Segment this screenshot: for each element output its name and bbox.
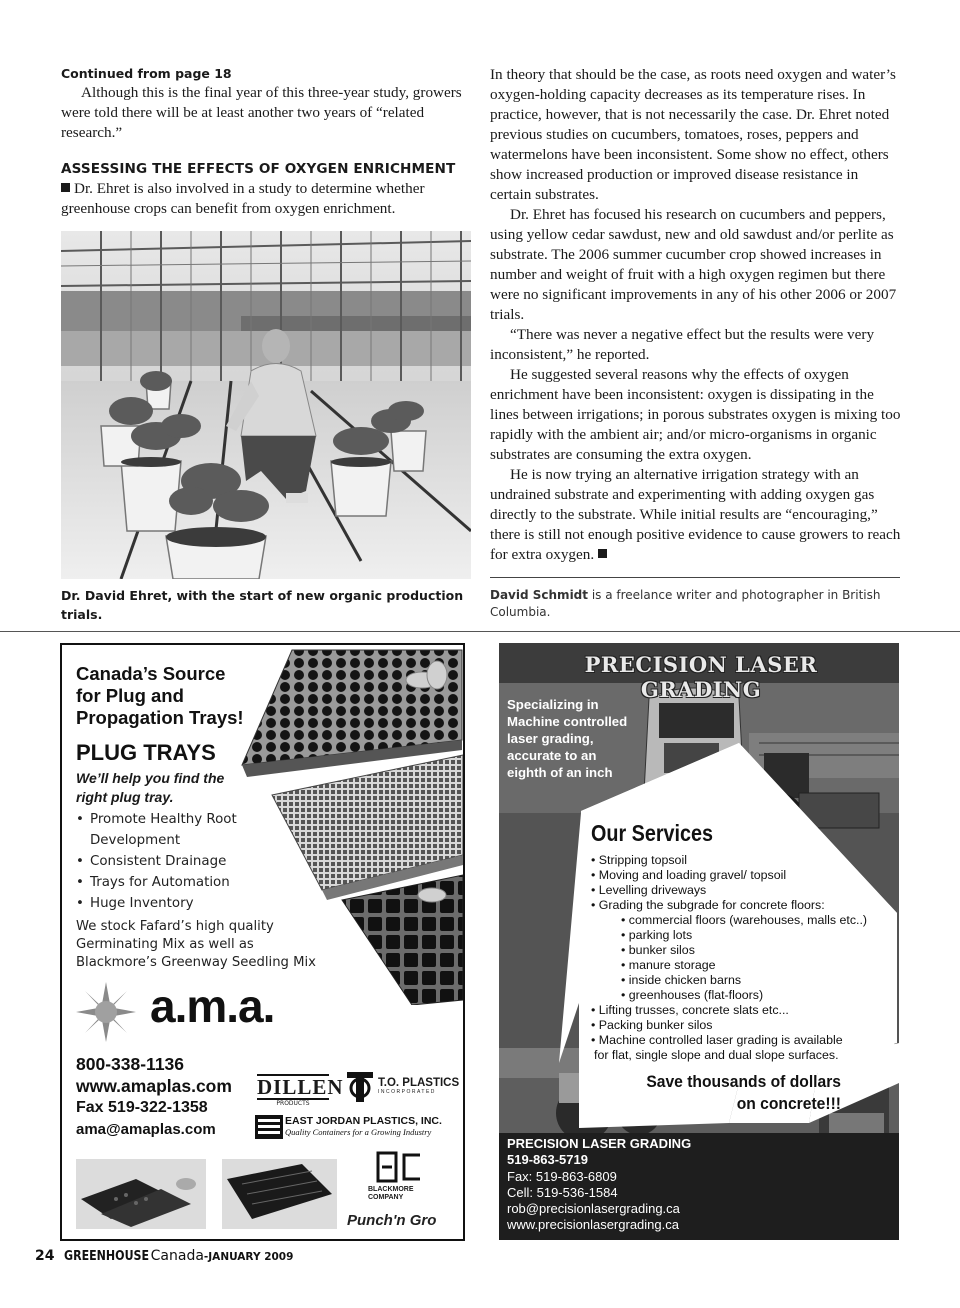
page-number: 24: [35, 1248, 55, 1264]
plg-service-subitem: • inside chicken barns: [621, 973, 742, 987]
plg-service-item: • Stripping topsoil: [591, 853, 687, 867]
page-footer: [35, 1245, 293, 1264]
dillen-logo: [257, 1074, 344, 1107]
article-right-column: [490, 65, 902, 565]
byline-text: is a freelance writer and photographer in British Columbia.: [490, 588, 881, 619]
right-paragraph-5: [490, 465, 902, 565]
section-lead-paragraph: [61, 179, 473, 219]
plg-service-subitem: • bunker silos: [621, 943, 695, 957]
plg-email-link[interactable]: rob@precisionlasergrading.ca: [507, 1201, 680, 1217]
to-plastics-logo: [378, 1077, 459, 1095]
right-paragraph-5-text: He is now trying an alternative irrigation strategy with an undrained substrate and experimenting with adding oxygen gas directly to the substrate. While initial results are “encouraging,” there is still not enough positive evidence to cause growers to reach for extra oxygen.: [490, 466, 901, 563]
ama-tagline: We’ll help you find the right plug tray.: [76, 770, 225, 805]
plg-services-heading: Our Services: [591, 820, 714, 846]
plg-phone: 519-863-5719: [507, 1152, 588, 1168]
plg-service-item: • Machine controlled laser grading is available: [591, 1033, 843, 1047]
to-plastics-logo-text: T.O. PLASTICS: [378, 1077, 460, 1089]
plg-service-subitem: • manure storage: [621, 958, 716, 972]
plg-title: PRECISION LASER GRADING: [584, 652, 818, 702]
plg-contact-block: [507, 1136, 767, 1234]
ama-bullet: • Trays for Automation: [76, 875, 230, 890]
greenhouse-photo-illustration: [61, 231, 471, 579]
plg-service-item: • Levelling driveways: [591, 883, 707, 897]
plg-service-item: • Moving and loading gravel/ topsoil: [591, 868, 787, 882]
ama-phone: 800-338-1136: [76, 1054, 185, 1074]
byline-name: David Schmidt: [490, 588, 589, 602]
dillen-logo-sub: PRODUCTS: [276, 1100, 310, 1107]
plg-save-line-1: Save thousands of dollars: [646, 1072, 841, 1091]
article-left-column: [61, 66, 473, 219]
right-paragraph-1: In theory that should be the case, as roots need oxygen and water’s oxygen-holding capacity decreases as its temperature rises. In practice, however, that is not necessarily the case. Dr. Ehret noted previous studies on cucumbers, tomatoes, roses, peppers and watermelons have been inconsistent. Some show no effect, others show increased production or improved disease resistance in certain substrates.: [490, 66, 896, 203]
east-jordan-tagline: Quality Containers for a Growing Industry: [285, 1127, 432, 1137]
plg-specializing-text: Specializing in Machine controlled laser grading, accurate to an eighth of an inch: [507, 697, 628, 780]
ama-advertisement: [60, 643, 465, 1241]
greenhouse-photo: [61, 231, 471, 579]
intro-paragraph: Although this is the final year of this three-year study, growers were told there will be at least another two years of “related research.”: [61, 84, 462, 141]
section-heading: ASSESSING THE EFFECTS OF OXYGEN ENRICHMENT: [61, 161, 456, 177]
ama-stock-text: We stock Fafard’s high quality Germinating Mix as well as Blackmore’s Greenway Seedling Mix: [76, 919, 316, 970]
east-jordan-logo-text: EAST JORDAN PLASTICS, INC.: [285, 1115, 442, 1127]
east-jordan-logo: [255, 1115, 455, 1139]
tray-photo-right: [222, 1159, 337, 1229]
blackmore-logo-text: BLACKMORE COMPANY: [368, 1186, 414, 1201]
to-plastics-logo-sub: INCORPORATED: [378, 1089, 436, 1095]
plg-services-list: [591, 853, 891, 1063]
plg-save-banner: [611, 1071, 841, 1115]
right-paragraph-4: He suggested several reasons why the effects of oxygen enrichment have been inconsistent: oxygen is dissipating in the lines between irrigations; in porous substrates oxygen is mixing too rapidly with the ambient air; and/or micro-organisms in organic substrates are consuming the extra oxygen.: [490, 366, 901, 463]
plg-service-subitem: • greenhouses (flat-floors): [621, 988, 764, 1002]
ama-headline: Canada’s Source for Plug and Propagation Trays!: [76, 663, 244, 728]
ama-bullet: • Promote Healthy Root Development: [76, 812, 237, 848]
to-plastics-logo-icon: [345, 1070, 375, 1100]
square-bullet-icon: [61, 183, 70, 192]
section-lead-text: Dr. Ehret is also involved in a study to determine whether greenhouse crops can benefit from oxygen enrichment.: [61, 180, 425, 217]
tray-photo-left: [76, 1159, 206, 1229]
byline: [490, 587, 900, 621]
plg-fax: Fax: 519-863-6809: [507, 1168, 617, 1184]
ama-contact-block: [76, 1053, 232, 1141]
sunburst-logo-icon: [76, 982, 136, 1042]
plg-service-item: • Packing bunker silos: [591, 1018, 713, 1032]
plg-company-name: PRECISION LASER GRADING: [507, 1136, 692, 1151]
right-paragraph-2: Dr. Ehret has focused his research on cucumbers and peppers, using yellow cedar sawdust, new and old sawdust and/or perlite as substrate. The 2006 summer cucumber crop showed increases in number and weight of fruit with a high oxygen regimen but there were no significant improvements in any of his other 2006 or 2007 trials.: [490, 206, 897, 323]
plg-service-subitem: • parking lots: [621, 928, 693, 942]
magazine-name-bold: GREENHOUSE: [63, 1249, 149, 1264]
ama-bullet-list: [76, 809, 246, 914]
plg-website-link[interactable]: www.precisionlasergrading.ca: [507, 1217, 679, 1233]
issue-date: -JANUARY 2009: [203, 1251, 294, 1263]
photo-caption: Dr. David Ehret, with the start of new organic production trials.: [61, 588, 464, 622]
east-jordan-logo-icon: [255, 1115, 283, 1139]
ama-logo-text: a.m.a.: [150, 980, 275, 1032]
dillen-logo-text: DILLEN: [257, 1075, 344, 1099]
ama-fax: Fax 519-322-1358: [76, 1099, 208, 1116]
plg-cell: Cell: 519-536-1584: [507, 1184, 618, 1200]
ama-subhead: PLUG TRAYS: [76, 740, 216, 765]
ama-email-link[interactable]: ama@amaplas.com: [76, 1121, 216, 1138]
blackmore-logo-icon: [376, 1151, 422, 1183]
ama-bullet: • Huge Inventory: [76, 896, 194, 911]
plg-service-item: • Grading the subgrade for concrete floors:: [591, 898, 825, 912]
punch-n-gro-logo: Punch'n Gro: [347, 1212, 437, 1229]
right-paragraph-3: “There was never a negative effect but the results were very inconsistent,” he reported.: [490, 326, 875, 363]
plg-save-line-2: on concrete!!!: [736, 1094, 841, 1113]
ama-website-link[interactable]: www.amaplas.com: [76, 1076, 232, 1096]
byline-divider: [490, 577, 900, 578]
magazine-name-light: Canada: [150, 1248, 204, 1264]
plg-service-item-continued: for flat, single slope and dual slope surfaces.: [594, 1048, 839, 1062]
continued-note: Continued from page 18: [61, 66, 232, 81]
ama-bullet: • Consistent Drainage: [76, 854, 227, 869]
page-divider: [0, 631, 960, 632]
plg-service-subitem: • commercial floors (warehouses, malls etc..): [621, 913, 868, 927]
precision-laser-grading-advertisement: [499, 643, 899, 1240]
plg-service-item: • Lifting trusses, concrete slats etc...: [591, 1003, 789, 1017]
end-mark-icon: [598, 549, 607, 558]
